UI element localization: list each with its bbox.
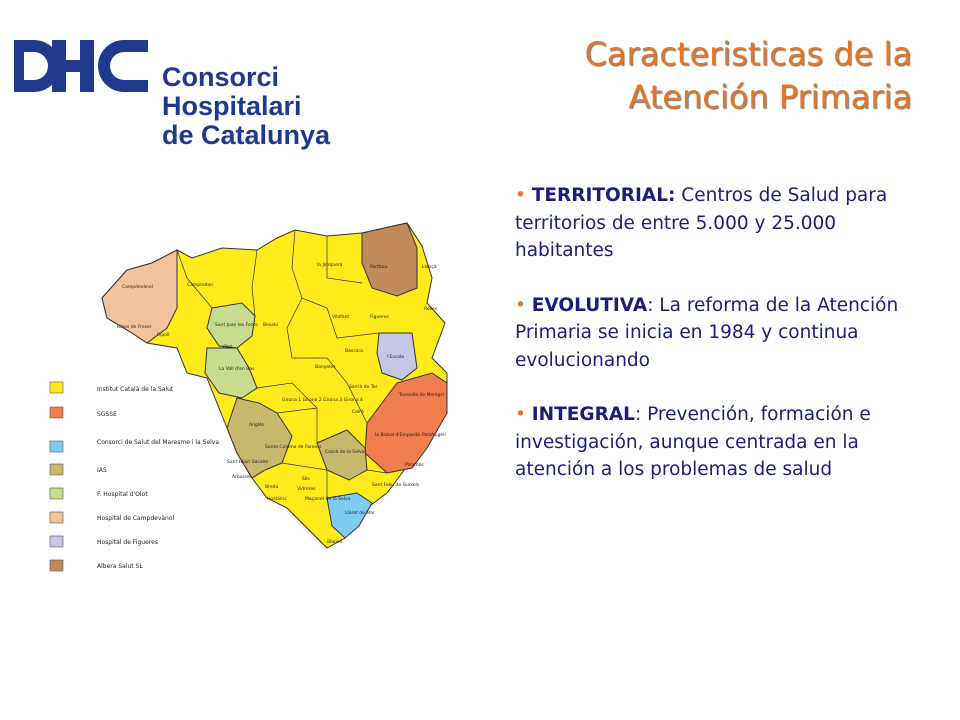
bullet-item bbox=[515, 292, 935, 375]
bullet-label: TERRITORIAL: bbox=[531, 185, 676, 206]
bullet-label: INTEGRAL bbox=[531, 404, 635, 425]
slide-title bbox=[585, 33, 912, 119]
map-label: Olot bbox=[223, 345, 233, 350]
legend-swatch-campdevanol bbox=[50, 512, 63, 523]
map-label: Girona 1 Girona 2 Girona 3 Girona 4 bbox=[282, 398, 363, 403]
map-label: Bàscara bbox=[345, 349, 364, 354]
bullet-text: Centros de Salud para territorios de entre 5.000 y 25.000 habitantes bbox=[515, 185, 888, 261]
map-label: Sant Hilari Sacalm bbox=[227, 460, 269, 465]
chc-logo bbox=[14, 30, 424, 150]
bullet-item bbox=[515, 182, 935, 265]
bullet-list bbox=[515, 182, 935, 511]
map-label: Camprodon bbox=[187, 283, 214, 288]
map-label: Torroella de Montgrí bbox=[399, 393, 444, 398]
legend-swatch-ias bbox=[50, 464, 63, 475]
map-label: Breda bbox=[265, 485, 279, 490]
map-label: Palamós bbox=[405, 463, 424, 468]
map-label: Figueres bbox=[370, 315, 389, 320]
map-label: Campdevànol bbox=[122, 285, 154, 290]
bullet-item bbox=[515, 401, 935, 484]
map-label: Hostalric bbox=[267, 497, 287, 502]
legend-label-figueres: Hospital de Figueres bbox=[97, 539, 158, 546]
map-label: Anglès bbox=[249, 423, 265, 428]
bullet-text: : La reforma de la Atención Primaria se inicia en 1984 y continua evolucionando bbox=[515, 294, 899, 371]
logo-text bbox=[162, 63, 424, 150]
map-label: la Jonquera bbox=[317, 263, 343, 268]
map-label: Santa Coloma de Farners bbox=[265, 445, 322, 450]
legend-label-campdevanol: Hospital de Campdevànol bbox=[97, 515, 175, 522]
map-label: Sant Joan les Fonts bbox=[215, 323, 258, 328]
legend-label-maresme: Consorci de Salut del Maresme i la Selva bbox=[97, 439, 220, 446]
legend-swatch-albera bbox=[50, 560, 63, 571]
legend-swatch-maresme bbox=[50, 441, 63, 452]
map-label: Celrà bbox=[352, 410, 364, 415]
map-label: Sarrià de Ter bbox=[349, 385, 378, 390]
map-label: Cassà de la Selva bbox=[325, 450, 365, 455]
map-label: Banyoles bbox=[315, 365, 336, 370]
legend-label-ias: IAS bbox=[97, 467, 107, 474]
map-label: Portbou bbox=[370, 265, 388, 270]
bullet-label: EVOLUTIVA bbox=[531, 294, 648, 316]
legend-label-olot: F. Hospital d'Olot bbox=[97, 491, 148, 498]
map-label: Vilafant bbox=[332, 315, 350, 320]
catalonia-map bbox=[27, 208, 487, 578]
map-label: Roses bbox=[424, 307, 438, 312]
bullet-dot: • bbox=[515, 185, 532, 206]
map-svg bbox=[27, 208, 487, 578]
map-label: la Bisbal d'Empordà bbox=[375, 433, 420, 438]
legend-label-albera: Albera Salut SL bbox=[97, 563, 143, 570]
legend-swatch-figueres bbox=[50, 536, 63, 547]
legend-swatch-ics bbox=[50, 382, 63, 393]
bullet-dot: • bbox=[515, 404, 532, 425]
bullet-text: : Prevención, formación e investigación, aunque centrada en la atención a los problemas de salud bbox=[515, 404, 871, 480]
legend-swatch-sgsse bbox=[50, 407, 63, 418]
map-label: Arbúcies bbox=[232, 475, 252, 480]
map-label: Blanes bbox=[327, 540, 343, 545]
map-label: Sant Feliu de Guíxols bbox=[372, 483, 420, 488]
logo-line-1: Consorci Hospitalari bbox=[162, 62, 302, 121]
map-label: Sils bbox=[302, 477, 310, 482]
map-label: Palafrugell bbox=[422, 433, 446, 438]
title-line-2: Atención Primaria bbox=[628, 78, 912, 116]
map-label: Vidreres bbox=[297, 487, 316, 492]
map-label: Lloret de Mar bbox=[345, 511, 375, 516]
map-label: Llançà bbox=[422, 265, 437, 270]
bullet-dot: • bbox=[515, 294, 532, 316]
chc-logo-mark-icon bbox=[14, 30, 154, 100]
map-label: Besalú bbox=[263, 323, 279, 328]
legend-label-ics: Institut Català de la Salut bbox=[97, 386, 174, 393]
map-label: Ribes de Freser bbox=[117, 325, 152, 330]
legend-label-sgsse: SGSSE bbox=[97, 411, 117, 418]
legend-swatch-olot bbox=[50, 488, 63, 499]
map-label: Ripoll bbox=[157, 333, 170, 338]
title-line-1: Caracteristicas de la bbox=[584, 35, 912, 73]
map-label: l'Escala bbox=[387, 355, 404, 360]
logo-line-2: de Catalunya bbox=[162, 120, 331, 150]
map-label: La Vall d'en Bas bbox=[219, 367, 255, 372]
map-label: Maçanet de la Selva bbox=[305, 497, 351, 502]
